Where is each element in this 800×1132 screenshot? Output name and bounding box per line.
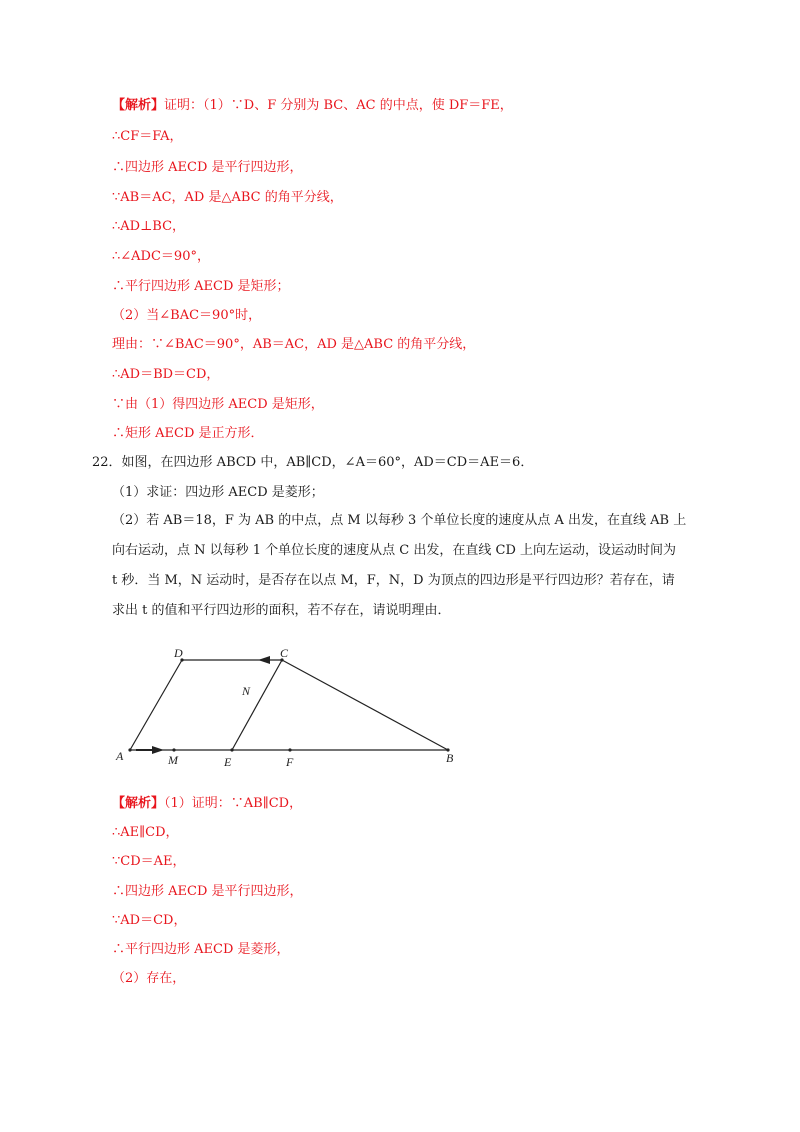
solution-22-line-5: ∵AD＝CD， [112, 913, 187, 928]
label-e: E [224, 755, 232, 769]
quadrilateral-figure [110, 640, 470, 775]
solution-21-line-8: （2）当∠BAC＝90°时， [112, 308, 262, 323]
label-m: M [168, 753, 178, 767]
problem-22-part-2-line-4: 求出 t 的值和平行四边形的面积，若不存在，请说明理由． [112, 603, 451, 618]
problem-22-part-2-line-3: t 秒．当 M，N 运动时，是否存在以点 M，F，N，D 为顶点的四边形是平行四边形？若存在，请 [112, 573, 675, 588]
solution-21-line-11: ∵由（1）得四边形 AECD 是矩形， [112, 397, 324, 412]
analysis-tag: 【解析】 [112, 98, 165, 113]
solution-22-line-4: ∴四边形 AECD 是平行四边形， [112, 884, 303, 899]
solution-21-line-5: ∴AD⊥BC， [112, 219, 186, 234]
arrow-n-left-icon [258, 656, 270, 664]
solution-21-line-7: ∴平行四边形 AECD 是矩形； [112, 279, 290, 294]
solution-21-line-4: ∵AB＝AC，AD 是△ABC 的角平分线， [112, 190, 343, 205]
point-m [172, 748, 175, 751]
point-a [128, 748, 131, 751]
solution-22-line-2: ∴AE∥CD， [112, 825, 179, 840]
segment-cb [282, 660, 448, 750]
problem-22-stem: 22．如图，在四边形 ABCD 中，AB∥CD，∠A＝60°，AD＝CD＝AE＝6． [92, 455, 534, 470]
solution-21-line-2: ∴CF＝FA， [112, 129, 183, 144]
problem-22-part-1: （1）求证：四边形 AECD 是菱形； [112, 485, 324, 500]
solution-21-line-6: ∴∠ADC＝90°， [112, 249, 210, 264]
problem-22-part-2-line-1: （2）若 AB＝18，F 为 AB 的中点，点 M 以每秒 3 个单位长度的速度从点 A 出发，在直线 AB 上 [112, 513, 687, 528]
point-e [230, 748, 233, 751]
solution-22-line-7: （2）存在， [112, 971, 186, 986]
label-f: F [286, 755, 294, 769]
label-c: C [280, 646, 289, 660]
solution-21-line-10: ∴AD＝BD＝CD， [112, 367, 220, 382]
point-f [288, 748, 291, 751]
label-n: N [242, 684, 251, 698]
problem-22-part-2-line-2: 向右运动，点 N 以每秒 1 个单位长度的速度从点 C 出发，在直线 CD 上向左运动，设运动时间为 [112, 543, 677, 558]
solution-21-line-12: ∴矩形 AECD 是正方形． [112, 426, 264, 441]
solution-22-line-1: 【解析】（1）证明：∵AB∥CD， [112, 796, 303, 811]
segment-ad [130, 660, 182, 750]
label-a: A [116, 749, 124, 763]
solution-21-line-1: 【解析】证明：（1）∵D、F 分别为 BC、AC 的中点，使 DF＝FE， [112, 98, 513, 113]
segment-ec [232, 660, 282, 750]
solution-21-line-3: ∴四边形 AECD 是平行四边形， [112, 160, 303, 175]
solution-22-line-3: ∵CD＝AE， [112, 854, 186, 869]
analysis-tag: 【解析】 [112, 796, 165, 811]
solution-22-line-6: ∴平行四边形 AECD 是菱形， [112, 942, 290, 957]
label-b: B [446, 751, 454, 765]
label-d: D [174, 646, 183, 660]
solution-21-line-9: 理由：∵∠BAC＝90°，AB＝AC，AD 是△ABC 的角平分线， [112, 337, 476, 352]
